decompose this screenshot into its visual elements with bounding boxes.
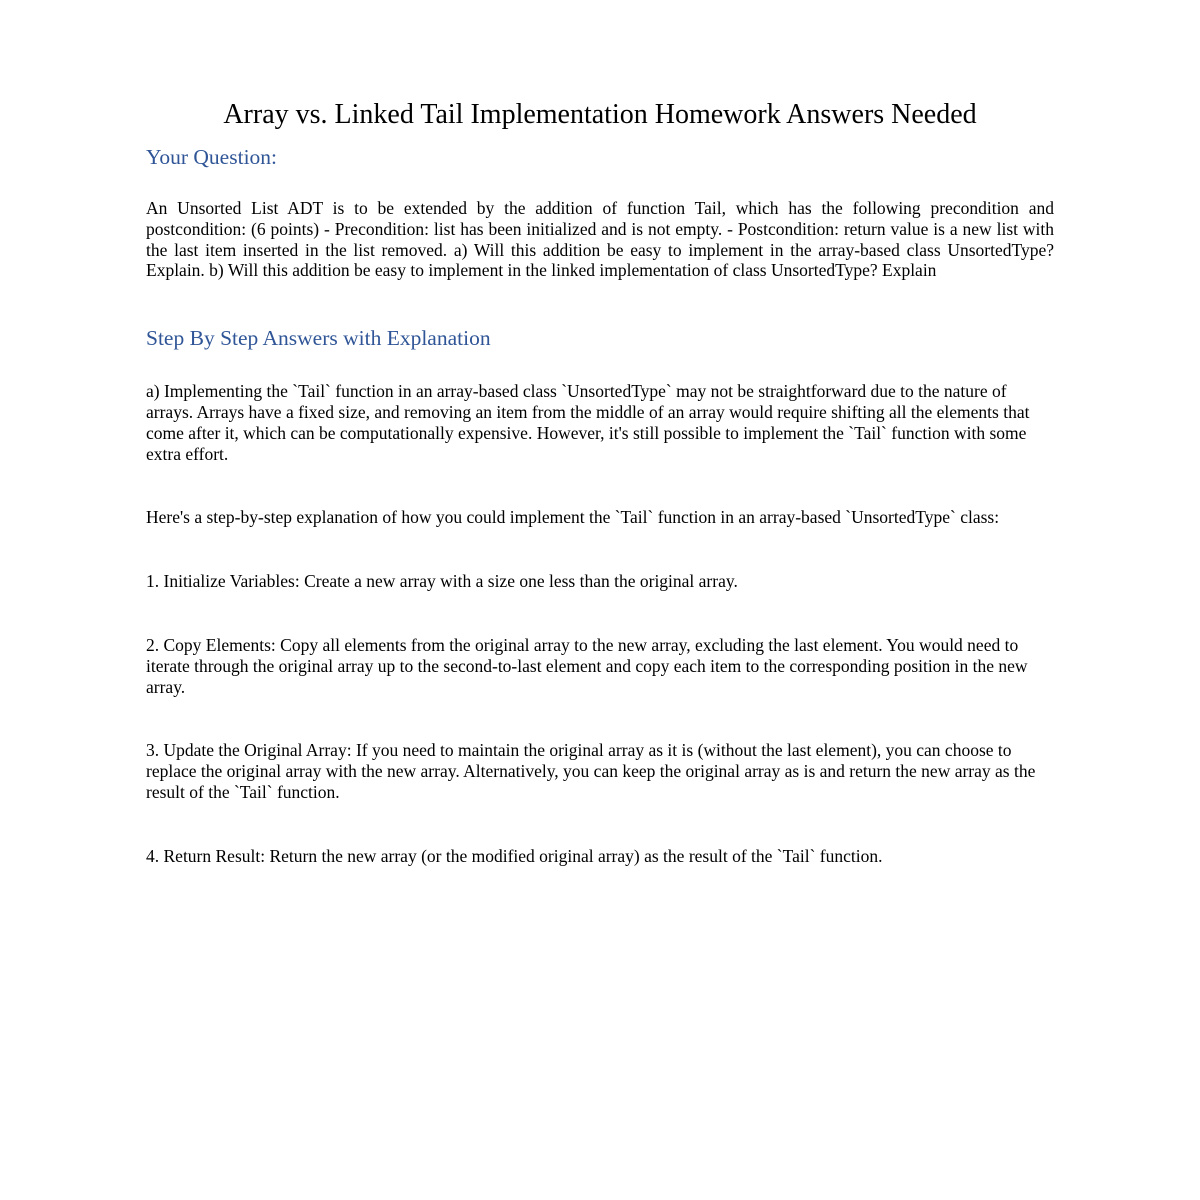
document-title: Array vs. Linked Tail Implementation Homework Answers Needed: [223, 99, 977, 130]
steps-intro-paragraph: Here's a step-by-step explanation of how you could implement the `Tail` function in an array-based `UnsortedType` class:: [146, 507, 1000, 528]
question-heading: Your Question:: [146, 145, 278, 169]
step-item: 1. Initialize Variables: Create a new array with a size one less than the original array.: [146, 571, 738, 592]
step-item: 3. Update the Original Array: If you need to maintain the original array as it is (without the last element), you can choose to replace the original array with the new array. Alternatively, you can keep the original array as is and return the new array as the result of the `Tail` function.: [146, 740, 1036, 802]
question-text: An Unsorted List ADT is to be extended by the addition of function Tail, which has the following precondition and postcondition: (6 points) - Precondition: list has been initialized and is not empty. - Postcondition: return value is a new list with the last item inserted in the list removed. a) Will this addition be easy to implement in the array-based class UnsortedType? Explain. b) Will this addition be easy to implement in the linked implementation of class UnsortedType? Explain: [146, 198, 1054, 281]
step-item: 4. Return Result: Return the new array (or the modified original array) as the result of the `Tail` function.: [146, 845, 883, 866]
answer-intro-paragraph: a) Implementing the `Tail` function in an array-based class `UnsortedType` may not be straightforward due to the nature of arrays. Arrays have a fixed size, and removing an item from the middle of an array would require shifting all the elements that come after it, which can be computationally expensive. However, it's still possible to implement the `Tail` function with some extra effort.: [146, 381, 1030, 464]
answers-heading: Step By Step Answers with Explanation: [146, 326, 491, 351]
document-page: [146, 100, 1054, 867]
step-item: 2. Copy Elements: Copy all elements from the original array to the new array, excluding the last element. You would need to iterate through the original array up to the second-to-last element and copy each item to the corresponding position in the new array.: [146, 634, 1028, 697]
